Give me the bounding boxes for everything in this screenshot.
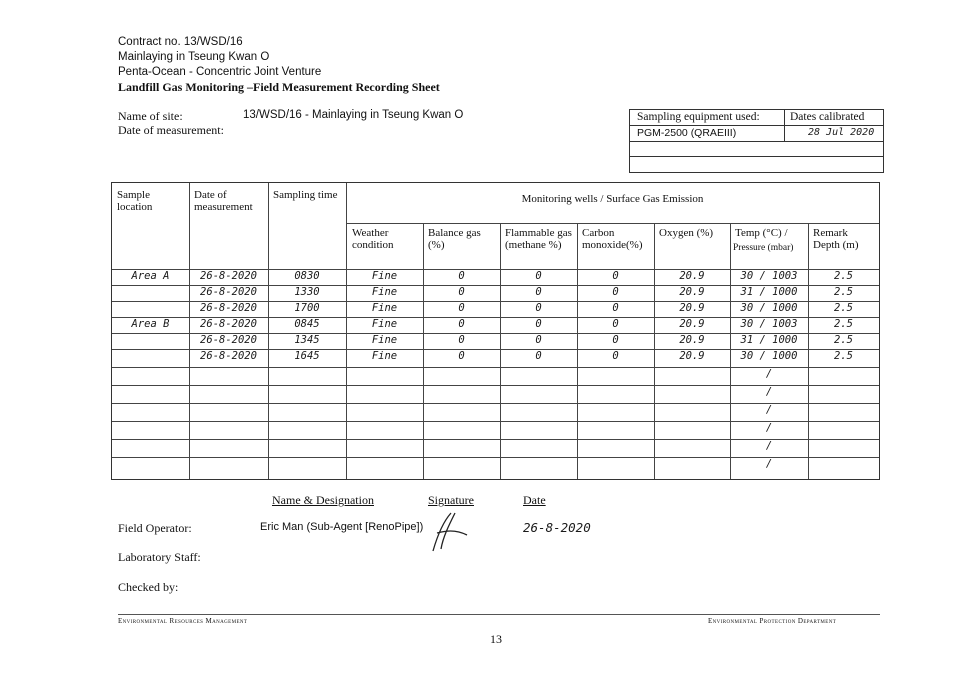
equipment-table — [629, 109, 884, 173]
cell-co: 0 — [612, 270, 619, 282]
header-pressure: Pressure (mbar) — [733, 243, 794, 253]
cell-balance: 0 — [458, 318, 465, 330]
cell-oxygen: 20.9 — [679, 286, 705, 298]
cell-weather: Fine — [371, 318, 398, 330]
site-name-value: 13/WSD/16 - Mainlaying in Tseung Kwan O — [243, 109, 464, 121]
cell-tp: 30 / 1000 — [740, 302, 798, 314]
cell-weather: Fine — [371, 334, 398, 346]
cell-time: 1345 — [294, 334, 320, 346]
cell-flammable: 0 — [535, 350, 542, 362]
header-sampling-time: Sampling time — [273, 189, 338, 201]
site-name-label: Name of site: — [118, 109, 183, 123]
cell-depth: 2.5 — [834, 350, 853, 362]
cell-flammable: 0 — [535, 302, 542, 314]
header-sample-location: Sample location — [117, 189, 153, 213]
cell-weather: Fine — [371, 270, 398, 282]
cell-depth: 2.5 — [834, 334, 853, 346]
cell-tp: 31 / 1000 — [740, 286, 798, 298]
cell-flammable: 0 — [535, 270, 542, 282]
field-operator-signature — [415, 507, 475, 557]
checked-by-label: Checked by: — [118, 580, 179, 594]
cell-balance: 0 — [458, 334, 465, 346]
contract-number: Contract no. 13/WSD/16 — [118, 36, 243, 48]
cell-tp: 30 / 1003 — [740, 318, 798, 330]
header-temp: Temp (°C) / — [735, 227, 788, 239]
date-of-measurement-label: Date of measurement: — [118, 123, 224, 137]
measurement-table — [111, 182, 880, 480]
footer-right: Environmental Protection Department — [708, 617, 837, 625]
header-balance-gas: Balance gas (%) — [428, 227, 481, 251]
cell-oxygen: 20.9 — [679, 334, 705, 346]
cell-tp: / — [765, 422, 773, 434]
footer-left: Environmental Resources Management — [118, 617, 248, 625]
cell-tp: 31 / 1000 — [740, 334, 798, 346]
cell-depth: 2.5 — [834, 302, 853, 314]
cell-time: 1700 — [294, 302, 320, 314]
cell-depth: 2.5 — [834, 270, 853, 282]
cell-depth: 2.5 — [834, 318, 853, 330]
cell-time: 0830 — [294, 270, 320, 282]
cell-oxygen: 20.9 — [679, 270, 705, 282]
equipment-blank-row — [630, 142, 883, 157]
cell-tp: / — [765, 440, 773, 452]
signoff-header-name: Name & Designation — [272, 493, 374, 507]
cell-balance: 0 — [458, 270, 465, 282]
cell-tp: 30 / 1000 — [740, 350, 798, 362]
cell-date: 26-8-2020 — [200, 334, 257, 346]
cell-loc: Area B — [131, 318, 170, 330]
page-number: 13 — [490, 632, 502, 646]
cell-time: 1645 — [294, 350, 320, 362]
cell-balance: 0 — [458, 350, 465, 362]
cell-date: 26-8-2020 — [200, 302, 257, 314]
dates-calibrated-header: Dates calibrated — [790, 111, 865, 123]
cell-oxygen: 20.9 — [679, 350, 705, 362]
equipment-divider — [784, 110, 785, 142]
cell-date: 26-8-2020 — [200, 270, 257, 282]
header-oxygen: Oxygen (%) — [659, 227, 714, 239]
header-remark-depth: Remark Depth (m) — [813, 227, 859, 251]
cell-weather: Fine — [371, 286, 398, 298]
header-date-of-measurement: Date of measurement — [194, 189, 253, 213]
laboratory-staff-label: Laboratory Staff: — [118, 550, 201, 564]
field-operator-label: Field Operator: — [118, 521, 192, 535]
cell-co: 0 — [612, 302, 619, 314]
field-operator-name: Eric Man (Sub-Agent [RenoPipe]) — [260, 521, 424, 533]
cell-tp: / — [765, 404, 773, 416]
cell-weather: Fine — [371, 302, 398, 314]
footer-rule — [118, 614, 880, 615]
cell-tp: / — [765, 386, 773, 398]
contractor-name: Penta-Ocean - Concentric Joint Venture — [118, 66, 322, 78]
cell-time: 0845 — [294, 318, 320, 330]
cell-date: 26-8-2020 — [200, 318, 257, 330]
field-operator-date: 26-8-2020 — [523, 520, 591, 535]
cell-oxygen: 20.9 — [679, 302, 705, 314]
header-carbon-monoxide: Carbon monoxide(%) — [582, 227, 643, 251]
cell-loc: Area A — [131, 270, 170, 282]
cell-oxygen: 20.9 — [679, 318, 705, 330]
cell-time: 1330 — [294, 286, 320, 298]
cell-balance: 0 — [458, 302, 465, 314]
cell-tp: / — [765, 368, 773, 380]
cell-co: 0 — [612, 286, 619, 298]
cell-date: 26-8-2020 — [200, 286, 257, 298]
header-weather-condition: Weather condition — [352, 227, 394, 251]
signoff-header-date: Date — [523, 493, 546, 507]
calibration-date-value: 28 Jul 2020 — [808, 127, 875, 138]
cell-flammable: 0 — [535, 334, 542, 346]
project-name: Mainlaying in Tseung Kwan O — [118, 51, 270, 63]
sheet-title: Landfill Gas Monitoring –Field Measurement Recording Sheet — [118, 80, 440, 94]
cell-tp: / — [765, 458, 773, 470]
header-flammable-gas: Flammable gas (methane %) — [505, 227, 572, 251]
equipment-value: PGM-2500 (QRAEIII) — [637, 127, 737, 139]
cell-weather: Fine — [371, 350, 398, 362]
cell-depth: 2.5 — [834, 286, 853, 298]
signoff-header-signature: Signature — [428, 493, 474, 507]
equipment-used-header: Sampling equipment used: — [637, 111, 760, 123]
cell-co: 0 — [612, 350, 619, 362]
header-monitoring-wells: Monitoring wells / Surface Gas Emission — [521, 193, 704, 205]
cell-co: 0 — [612, 318, 619, 330]
cell-tp: 30 / 1003 — [740, 270, 798, 282]
cell-balance: 0 — [458, 286, 465, 298]
cell-flammable: 0 — [535, 318, 542, 330]
cell-co: 0 — [612, 334, 619, 346]
cell-flammable: 0 — [535, 286, 542, 298]
cell-date: 26-8-2020 — [200, 350, 257, 362]
